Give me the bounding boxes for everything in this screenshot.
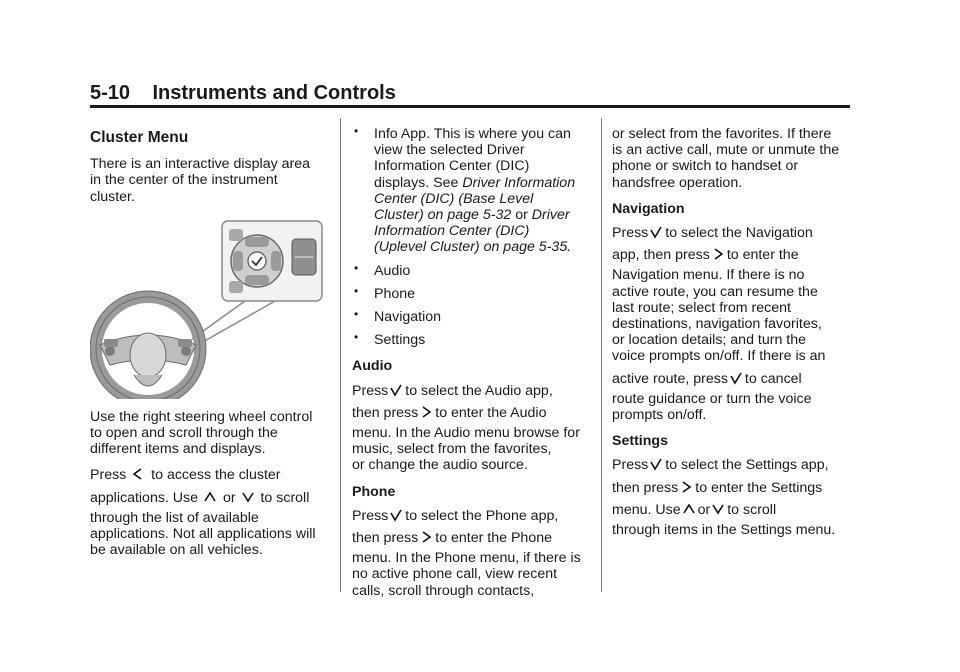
audio-paragraph	[352, 383, 592, 474]
chevron-up-icon	[682, 502, 696, 516]
text-line	[374, 175, 592, 191]
checkmark-icon	[729, 371, 743, 385]
text-line	[612, 225, 854, 241]
text-run: then press	[352, 530, 419, 547]
text-line: phone or switch to handset or	[612, 158, 799, 175]
chevron-up-icon	[203, 490, 217, 504]
column-divider	[601, 118, 602, 592]
cross-reference-link[interactable]: Cluster) on page 5-32	[374, 207, 512, 224]
text-line: destinations, navigation favorites,	[612, 316, 822, 333]
list-item-label: Navigation	[374, 309, 442, 326]
text-line: in the center of the instrument	[90, 172, 278, 189]
cluster-menu-heading: Cluster Menu	[90, 129, 189, 146]
bullet-icon: •	[354, 283, 359, 298]
text-line	[612, 371, 854, 387]
text-run: Press	[612, 457, 649, 474]
text-line: through the list of available	[90, 509, 259, 526]
text-line	[612, 247, 854, 263]
text-line: There is an interactive display area	[90, 156, 311, 173]
chevron-right-icon	[419, 530, 433, 544]
text-line: route guidance or turn the voice	[612, 390, 812, 407]
section-number: 5-10	[90, 82, 131, 104]
list-item	[352, 260, 592, 279]
page-header	[90, 82, 850, 106]
text-line: active route, you can resume the	[612, 283, 818, 300]
text-run: or	[515, 207, 528, 224]
text-line	[90, 490, 330, 506]
bullet-icon: •	[354, 260, 359, 275]
list-item-label: Audio	[374, 262, 411, 279]
list-item	[352, 126, 592, 256]
text-line: to open and scroll through the	[90, 425, 278, 442]
column-3	[612, 126, 854, 548]
chevron-left-icon	[131, 467, 145, 481]
text-run: to select the Audio app,	[405, 382, 553, 399]
chevron-right-icon	[419, 405, 433, 419]
cross-reference-link[interactable]: Driver	[531, 207, 570, 224]
text-line: Information Center (DIC)	[374, 158, 530, 175]
bullet-icon: •	[354, 330, 359, 345]
text-run: then press	[352, 404, 419, 421]
text-line: last route; select from recent	[612, 299, 791, 316]
text-line	[352, 530, 592, 546]
list-item	[352, 283, 592, 302]
settings-heading: Settings	[612, 433, 668, 450]
text-line: applications. Not all applications will	[90, 526, 316, 543]
text-line: music, select from the favorites,	[352, 441, 552, 458]
text-run: applications. Use	[90, 489, 199, 506]
checkmark-icon	[649, 225, 663, 239]
text-run: to select the Navigation	[665, 225, 813, 242]
text-run: displays. See	[374, 174, 459, 191]
text-run: then press	[612, 479, 679, 496]
text-run: to scroll	[727, 501, 777, 518]
section-title: Instruments and Controls	[152, 82, 396, 104]
text-line	[352, 405, 592, 421]
text-run: to scroll	[260, 489, 310, 506]
phone-paragraph	[352, 508, 592, 599]
text-line: or change the audio source.	[352, 457, 528, 474]
text-line: through items in the Settings menu.	[612, 522, 836, 539]
text-run: Press	[352, 382, 389, 399]
column-1	[90, 120, 330, 568]
list-item-label: Phone	[374, 285, 416, 302]
text-run: active route, press	[612, 370, 728, 387]
bullet-icon: •	[354, 124, 359, 138]
text-line: handsfree operation.	[612, 174, 743, 191]
audio-heading: Audio	[352, 358, 393, 375]
chevron-right-icon	[711, 247, 725, 261]
text-run: to enter the Audio	[435, 404, 547, 421]
text-line: calls, scroll through contacts,	[352, 582, 535, 599]
text-line: prompts on/off.	[612, 407, 707, 424]
steering-wheel-illustration	[90, 215, 330, 399]
text-line: voice prompts on/off. If there is an	[612, 348, 826, 365]
text-line: view the selected Driver	[374, 142, 525, 159]
phone-continued-paragraph	[612, 126, 854, 191]
text-line: menu. In the Phone menu, if there is	[352, 550, 581, 567]
text-line	[612, 480, 854, 496]
bullet-icon: •	[354, 307, 359, 322]
text-run: or	[697, 501, 711, 518]
text-line: Info App. This is where you can	[374, 126, 571, 142]
text-run: to enter the Phone	[435, 530, 552, 547]
navigation-heading: Navigation	[612, 200, 685, 217]
cross-reference-link[interactable]: Center (DIC) (Base Level	[374, 190, 534, 207]
text-line: be available on all vehicles.	[90, 542, 263, 559]
text-run: menu. Use	[612, 501, 681, 518]
navigation-paragraph	[612, 225, 854, 423]
text-run: to access the cluster	[151, 467, 281, 484]
text-run: Press	[612, 225, 649, 242]
text-line	[612, 502, 854, 518]
checkmark-icon	[389, 508, 403, 522]
text-line	[612, 457, 854, 473]
phone-heading: Phone	[352, 483, 396, 500]
text-line	[352, 383, 592, 399]
header-rule	[90, 105, 850, 108]
text-line	[90, 467, 330, 483]
text-run: to enter the	[726, 247, 799, 264]
cross-reference-link[interactable]: Driver Information	[462, 174, 576, 191]
text-run: to select the Phone app,	[405, 507, 559, 524]
cross-reference-link[interactable]: (Uplevel Cluster) on page 5-35.	[374, 239, 572, 256]
text-line: menu. In the Audio menu browse for	[352, 425, 580, 442]
list-item	[352, 332, 592, 348]
column-divider	[340, 118, 341, 592]
chevron-down-icon	[241, 490, 255, 504]
text-line: is an active call, mute or unmute the	[612, 142, 840, 159]
checkmark-icon	[649, 457, 663, 471]
text-line: Navigation menu. If there is no	[612, 267, 805, 284]
text-run: to select the Settings app,	[665, 457, 829, 474]
text-run: app, then press	[612, 247, 710, 264]
text-run: to enter the Settings	[695, 479, 823, 496]
text-line: or select from the favorites. If there	[612, 126, 832, 142]
checkmark-icon	[389, 383, 403, 397]
cross-reference-link[interactable]: Information Center (DIC)	[374, 223, 530, 240]
intro-paragraph	[90, 156, 330, 205]
text-run: or	[222, 489, 236, 506]
text-run: to cancel	[744, 370, 802, 387]
text-line: cluster.	[90, 188, 135, 205]
list-item-label: Settings	[374, 332, 426, 349]
list-item	[352, 309, 592, 325]
text-line	[352, 508, 592, 524]
text-line	[374, 207, 592, 223]
settings-paragraph	[612, 457, 854, 538]
app-list	[352, 126, 592, 348]
text-run: Press	[352, 507, 389, 524]
text-run: Press	[90, 467, 127, 484]
text-line: Use the right steering wheel control	[90, 408, 313, 425]
text-line: no active phone call, view recent	[352, 566, 558, 583]
chevron-down-icon	[711, 502, 725, 516]
chevron-right-icon	[679, 480, 693, 494]
access-cluster-paragraph	[90, 467, 330, 558]
text-line: different items and displays.	[90, 441, 266, 458]
steering-control-paragraph	[90, 409, 330, 458]
column-2	[352, 126, 592, 609]
text-line: or location details; and turn the	[612, 332, 807, 349]
